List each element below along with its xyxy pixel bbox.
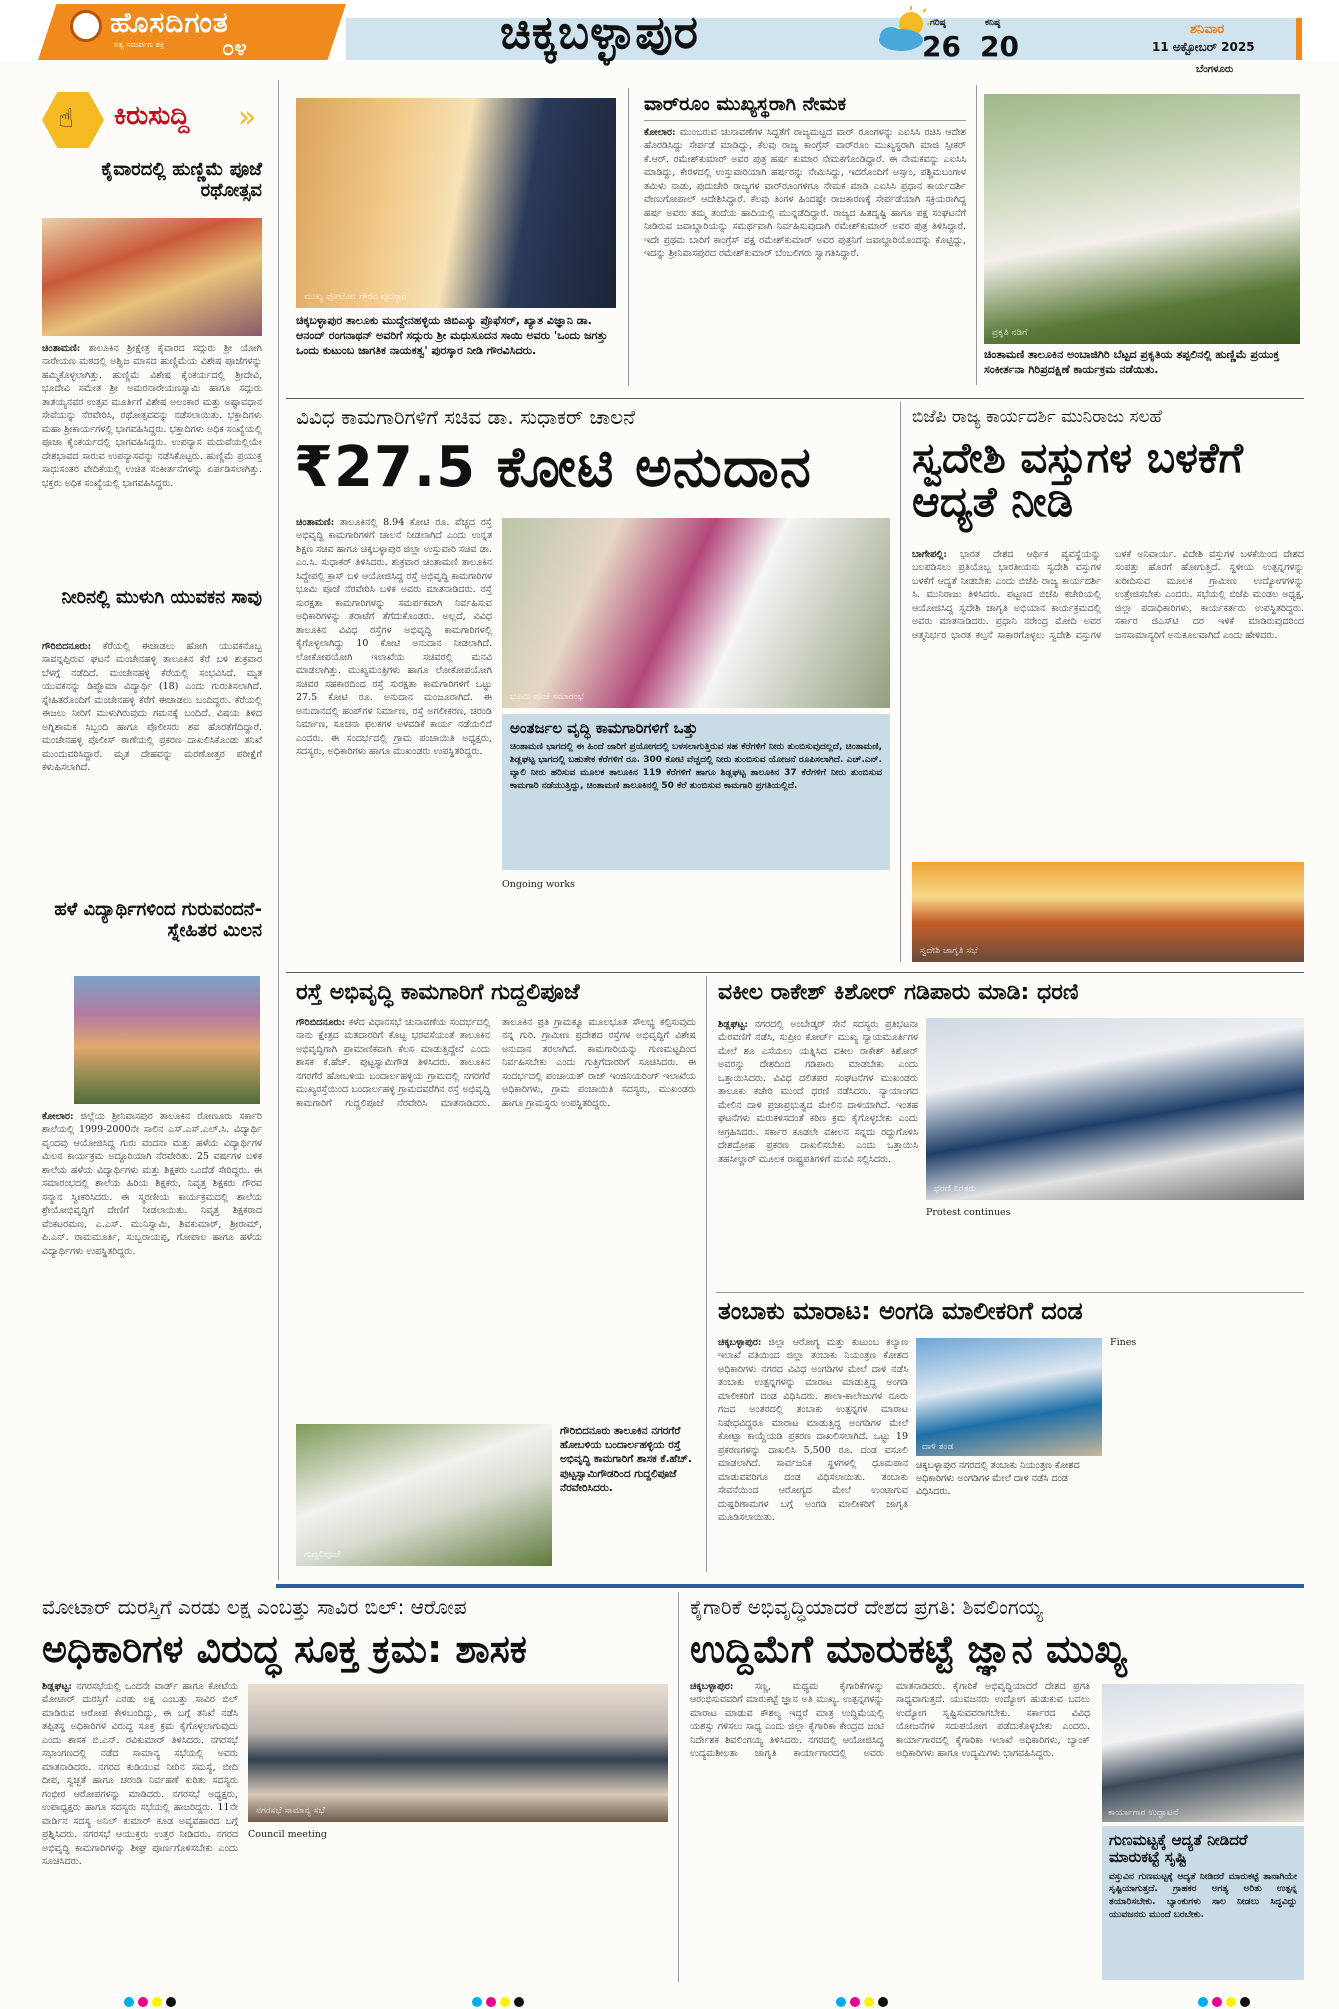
story3-headline: ಹಳೆ ವಿದ್ಯಾರ್ಥಿಗಳಿಂದ ಗುರುವಂದನೆ-ಸ್ನೇಹಿತರ ಮಿಲನ (54, 899, 262, 941)
warroom-dateline: ಕೋಲಾರ: (644, 127, 676, 138)
masthead-emblem-icon (70, 10, 102, 42)
story3-photo (74, 976, 260, 1104)
min-temp-label: ಕನಿಷ್ಠ (985, 18, 1001, 28)
tobacco-caption: ಚಿಕ್ಕಬಳ್ಳಾಪುರ ನಗರದಲ್ಲಿ ತಂಬಾಕು ನಿಯಂತ್ರಣ ಕೋಶದ ಅಧಿಕಾರಿಗಳು ಅಂಗಡಿಗಳ ಮೇಲೆ ದಾಳಿ ನಡೆಸಿ ದಂಡ ವಿಧಿಸಿದರು. (916, 1460, 1080, 1497)
page-number: ೦೪ (222, 36, 247, 61)
grant-body (296, 516, 492, 966)
officials-body-continued: Council meeting (248, 1829, 327, 1840)
market-sidebar-box (1102, 1826, 1304, 1980)
grant-headline: ₹27.5 ಕೋಟಿ ಅನುದಾನ (294, 435, 812, 500)
warroom-headline: ವಾರ್‌ರೂಂ ಮುಖ್ಯಸ್ಥರಾಗಿ ನೇಮಕ (644, 93, 847, 115)
grant-kicker: ವಿವಿಧ ಕಾಮಗಾರಿಗಳಿಗೆ ಸಚಿವ ಡಾ. ಸುಧಾಕರ್ ಚಾಲನೆ (296, 405, 636, 429)
tobacco-body (718, 1336, 908, 1572)
tobacco-headline: ತಂಬಾಕು ಮಾರಾಟ: ಅಂಗಡಿ ಮಾಲೀಕರಿಗೆ ದಂಡ (718, 1297, 1083, 1325)
tobacco-body-continued: Fines (1110, 1337, 1137, 1348)
rule-tobacco (716, 1292, 1304, 1293)
tobacco-dateline: ಚಿಕ್ಕಬಳ್ಳಾಪುರ: (718, 1337, 762, 1348)
road-photo-label: ಗುದ್ದಲಿಪೂಜೆ (304, 1550, 341, 1560)
story2-dateline: ಗೌರಿಬಿದನೂರು: (42, 641, 92, 652)
max-temp: 26 (922, 30, 961, 63)
award-caption: ಚಿಕ್ಕಬಳ್ಳಾಪುರ ತಾಲೂಕು ಮುದ್ದೇನಹಳ್ಳಿಯ ಜಿಬಿಎಸ್ಯು ಪ್ರೊಫೆಸರ್, ಖ್ಯಾತ ವಿಜ್ಞಾನಿ ಡಾ. ಆನಂದ್ ರಂಗನಾಥನ್ ಅವರಿಗೆ ಸದ್ಗುರು ಶ್ರೀ ಮಧುಸೂದನ ಸಾಯಿ ಅವರು 'ಒಂದು ಜಗತ್ತು ಒಂದು ಕುಟುಂಬ ಜಾಗತಿಕ ನಾಯಕತ್ವ' ಪುರಸ್ಕಾರ ನೀಡಿ ಗೌರವಿಸಿದರು. (296, 314, 608, 357)
road-photo (296, 1424, 552, 1566)
market-sidebar-body: ವಸ್ತುವಿನ ಗುಣಮಟ್ಟಕ್ಕೆ ಆದ್ಯತೆ ನೀಡಿದರೆ ಮಾರುಕಟ್ಟೆ ತಾನಾಗಿಯೇ ಸೃಷ್ಟಿಯಾಗುತ್ತದೆ. ಗ್ರಾಹಕರ ಅಗತ್ಯ ಅರಿತು ಉತ್ಪನ್ನ ತಯಾರಿಸಬೇಕು. ಬ್ಯಾಂಕುಗಳು ಸಾಲ ನೀಡಲು ಸಿದ್ಧವಿದ್ದು ಯುವಜನರು ಮುಂದೆ ಬರಬೇಕು. (1109, 1871, 1297, 1920)
masthead-bar (0, 0, 1339, 75)
warroom-rule (644, 120, 966, 121)
officials-dateline: ಶಿಡ್ಲಘಟ್ಟ: (42, 1681, 72, 1692)
max-temp-label: ಗರಿಷ್ಠ (930, 18, 946, 28)
day-label: ಶನಿವಾರ (1190, 22, 1225, 37)
registration-dots-1 (122, 1992, 178, 2009)
tobacco-photo (916, 1338, 1102, 1456)
hill-walk-photo-label: ಪ್ರಕೃತಿ ನಡಿಗೆ (992, 328, 1028, 338)
market-photo (1102, 1684, 1304, 1822)
city-label: ಬೆಂಗಳೂರು (1196, 64, 1234, 75)
grant-photo (502, 518, 890, 708)
award-photo (296, 98, 616, 308)
tobacco-photo-label: ದಾಳಿ ತಂಡ (922, 1442, 954, 1452)
officials-headline: ಅಧಿಕಾರಿಗಳ ವಿರುದ್ಧ ಸೂಕ್ತ ಕ್ರಮ: ಶಾಸಕ (42, 1627, 527, 1671)
column-rule-left (278, 80, 279, 1580)
lawyer-photo-label: ಧರಣಿ ನಿರತರು (934, 1184, 976, 1194)
road-headline: ರಸ್ತೆ ಅಭಿವೃದ್ಧಿ ಕಾಮಗಾರಿಗೆ ಗುದ್ದಲಿಪೂಜೆ (296, 980, 580, 1005)
hill-walk-photo (984, 94, 1300, 344)
lawyer-dateline: ಶಿಡ್ಲಘಟ್ಟ: (718, 1019, 748, 1030)
registration-dots-3 (834, 1992, 890, 2009)
market-sidebar-title: ಗುಣಮಟ್ಟಕ್ಕೆ ಆದ್ಯತೆ ನೀಡಿದರೆ ಮಾರುಕಟ್ಟೆ ಸೃಷ್ಟಿ (1109, 1831, 1248, 1867)
swadeshi-photo (912, 862, 1304, 962)
officials-text: ನಗರಸಭೆಯಲ್ಲಿ ಒಂದನೇ ವಾರ್ಡ್ ಹಾಗೂ ಕೋಟೆಯ ಮೋಟಾರ್ ದುರಸ್ತಿಗೆ ಎರಡು ಲಕ್ಷ ಎಂಬತ್ತು ಸಾವಿರ ಬಿಲ್ ಮಾಡಿರುವ ಆರೋಪ ಕೇಳಿಬಂದಿದ್ದು, ಈ ಬಗ್ಗೆ ತನಿಖೆ ನಡೆಸಿ ತಪ್ಪಿತಸ್ಥ ಅಧಿಕಾರಿಗಳ ವಿರುದ್ಧ ಸೂಕ್ತ ಕ್ರಮ ಕೈಗೊಳ್ಳಲಾಗುವುದು ಎಂದು ಶಾಸಕ ಬಿ.ಎನ್. ರವಿಕುಮಾರ್ ತಿಳಿಸಿದರು. ನಗರಸಭೆ ಸಭಾಂಗಣದಲ್ಲಿ ನಡೆದ ಸಾಮಾನ್ಯ ಸಭೆಯಲ್ಲಿ ಅವರು ಮಾತನಾಡಿದರು. ನಗರದ ಕುಡಿಯುವ ನೀರಿನ ಸಮಸ್ಯೆ, ಬೀದಿ ದೀಪ, ಸ್ವಚ್ಛತೆ ಹಾಗೂ ಚರಂಡಿ ನಿರ್ವಹಣೆ ಕುರಿತು ಸದಸ್ಯರು ಗಂಭೀರ ಆರೋಪಗಳನ್ನು ಮಾಡಿದರು. ನಗರಸಭೆ ಅಧ್ಯಕ್ಷರು, ಉಪಾಧ್ಯಕ್ಷರು ಹಾಗೂ ಸದಸ್ಯರು ಸಭೆಯಲ್ಲಿ ಹಾಜರಿದ್ದರು. 11ನೇ ವಾರ್ಡಿನ ಸದಸ್ಯ ಅನಿಲ್ ಕುಮಾರ್ ಕೂಡ ಅವ್ಯವಹಾರದ ಬಗ್ಗೆ ಪ್ರಶ್ನಿಸಿದರು. ನಗರಸಭೆ ಆಯುಕ್ತರು ಉತ್ತರ ನೀಡಿದರು. ನಗರದ ಅಭಿವೃದ್ಧಿ ಕಾಮಗಾರಿಗಳನ್ನು ಶೀಘ್ರ ಪೂರ್ಣಗೊಳಿಸಬೇಕು ಎಂದು ಸೂಚಿಸಿದರು. (42, 1681, 238, 1868)
story3-body (42, 1110, 262, 1580)
hand-point-icon: ☝ (58, 104, 74, 134)
story1-dateline: ಚಿಂತಾಮಣಿ: (42, 343, 81, 354)
road-caption: ಗೌರಿಬಿದನೂರು ತಾಲೂಕಿನ ನಗರಗೆರೆ ಹೋಬಳಿಯ ಬಂದಾರ್ಲಹಳ್ಳಿಯ ರಸ್ತೆ ಅಭಿವೃದ್ಧಿ ಕಾಮಗಾರಿಗೆ ಶಾಸಕ ಕೆ.ಹೆಚ್. ಪುಟ್ಟಸ್ವಾಮಿಗೌಡರಿಂದ ಗುದ್ದಲಿಪೂಜೆ ನೆರವೇರಿಸಿದರು. (560, 1425, 692, 1494)
rule-bottom-center (678, 1592, 679, 1982)
rule-center-1 (628, 88, 629, 386)
lawyer-body (718, 1018, 918, 1286)
rule-bottom-blue (276, 1584, 1304, 1588)
groundwater-box-body: ಚಿಂತಾಮಣಿ ಭಾಗದಲ್ಲಿ ಈ ಹಿಂದೆ ಜಾರಿಗೆ ಪ್ರಯೋಗದಲ್ಲಿ ಬಳಸಲಾಗುತ್ತಿರುವ ಸಹ ಕೆರೆಗಳಿಗೆ ನೀರು ತುಂಬಿಸುವುದಲ್ಲದೆ, ಚಿಂತಾಮಣಿ, ಶಿಡ್ಲಘಟ್ಟ ಭಾಗದಲ್ಲಿ ಬಹುತೇಕ ಕೆರೆಗಳಿಗೆ ರೂ. 300 ಕೋಟಿ ವೆಚ್ಚದಲ್ಲಿ ನೀರು ತುಂಬಿಸುವ ಯೋಜನೆ ರೂಪಿಸಲಾಗಿದೆ. ಎಚ್.ಎನ್. ವ್ಯಾಲಿ ನೀರು ಹರಿಸುವ ಮೂಲಕ ತಾಲೂಕಿನ 119 ಕೆರೆಗಳಿಗೆ ಹಾಗೂ ಶಿಡ್ಲಘಟ್ಟ ತಾಲೂಕಿನ 37 ಕೆರೆಗಳಿಗೆ ನೀರು ತುಂಬಿಸುವ ಕಾಮಗಾರಿ ನಡೆಯುತ್ತಿದ್ದು, ಚಿಂತಾಮಣಿ ತಾಲೂಕಿನಲ್ಲಿ 50 ಕೆರೆ ತುಂಬಿಸುವ ಕಾಮಗಾರಿ ಪ್ರಗತಿಯಲ್ಲಿದೆ. (510, 742, 882, 791)
rule-mid (286, 972, 1304, 973)
story1-text: ತಾಲೂಕಿನ ಶ್ರೀಕ್ಷೇತ್ರ ಕೈವಾರದ ಸದ್ಗುರು ಶ್ರೀ ಯೋಗಿ ನಾರೇಯಣ ಮಠದಲ್ಲಿ ಅಶ್ವಿಜ ಮಾಸದ ಹುಣ್ಣಿಮೆಯ ವಿಶೇಷ ಪೂಜೆಗಳನ್ನು ಹಮ್ಮಿಕೊಳ್ಳಲಾಗಿತ್ತು. ಹುಣ್ಣಿಮೆ ವಿಶೇಷ ಕೈಂಕರ್ಯದಲ್ಲಿ ಶ್ರೀದೇವಿ, ಭೂದೇವಿ ಸಮೇತ ಶ್ರೀ ಅಮರನಾರೇಯಣಸ್ವಾಮಿ ಹಾಗೂ ಸದ್ಗುರು ತಾತಯ್ಯನವರ ಉತ್ಸವ ಮೂರ್ತಿಗೆ ವಿಶೇಷ ಅಲಂಕಾರ ಮತ್ತು ಅಷ್ಟಾವಧಾನ ಸೇವೆಯನ್ನು ನೆರವೇರಿಸಿ, ರಥೋತ್ಸವವನ್ನು ನಡೆಸಲಾಯಿತು. ಭಕ್ತಾದಿಗಳು ಮಹಾ ಶ್ರೀಕಾರ್ಯಗಳಲ್ಲಿ ಭಾಗವಹಿಸಿದ್ದರು. ಭಕ್ತಾದಿಗಳು ಅಧಿಕ ಸಂಖ್ಯೆಯಲ್ಲಿ ಪೂಜಾ ಕೈಂಕರ್ಯದಲ್ಲಿ ಭಾಗವಹಿಸಿದ್ದರು. ಉಪನ್ಯಾಸ ಮದುವೆಯಲ್ಲಿಯೇ ದೇಶಭಾವದ ಸಾರುವ ಉಪನ್ಯಾಸವನ್ನು ನಡೆಸಿಕೊಟ್ಟರು. ಹುಣ್ಣಿಮೆ ಪ್ರಯುಕ್ತ ಸಾಧುಸಂತರ ವೇದಿಕೆಯಲ್ಲಿ ಉಚಿತ ಸಂಕೀರ್ತನೆಗಳನ್ನು ಏರ್ಪಡಿಸಲಾಗಿತ್ತು. ಭಕ್ತರು ಅಧಿಕ ಸಂಖ್ಯೆಯಲ್ಲಿ ಭಾಗವಹಿಸಿದ್ದರು. (42, 343, 262, 489)
market-body (690, 1680, 1090, 1980)
chevrons-icon: » (238, 100, 257, 135)
award-photo-label: ಮುಖ್ಯ ಫೋಟೋ: ಗೌರವ ಪುರಸ್ಕಾರ (304, 292, 407, 302)
grant-text: ತಾಲೂಕಿನಲ್ಲಿ 8.94 ಕೋಟಿ ರೂ. ವೆಚ್ಚದ ರಸ್ತೆ ಅಭಿವೃದ್ಧಿ ಕಾಮಗಾರಿಗಳಿಗೆ ಚಾಲನೆ ನೀಡಲಾಗಿದೆ ಎಂದು ಉನ್ನತ ಶಿಕ್ಷಣ ಸಚಿವ ಹಾಗೂ ಚಿಕ್ಕಬಳ್ಳಾಪುರ ಜಿಲ್ಲಾ ಉಸ್ತುವಾರಿ ಸಚಿವ ಡಾ. ಎಂ.ಸಿ. ಸುಧಾಕರ್ ತಿಳಿಸಿದರು. ಶುಕ್ರವಾರ ಚಿಂತಾಮಣಿ ತಾಲೂಕಿನ ಸಿದ್ದೇಪಲ್ಲಿ ಕ್ರಾಸ್ ಬಳಿ ಆಯೋಜಿಸಿದ್ದ ರಸ್ತೆ ಅಭಿವೃದ್ಧಿ ಕಾಮಗಾರಿಗಳ ಭೂಮಿ ಪೂಜೆ ನೆರವೇರಿಸಿ ಬಳಿಕ ಅವರು ಮಾತನಾಡಿದರು. ರಸ್ತೆ ಸುರಕ್ಷತಾ ಕಾಮಗಾರಿಗಳನ್ನು ಸಮರ್ಪಕವಾಗಿ ನಿರ್ವಹಿಸುವ ಅಧಿಕಾರಿಗಳನ್ನು ತರಾಟೆಗೆ ತೆಗೆದುಕೊಂಡರು. ಅಲ್ಲದೆ, ವಿವಿಧ ತಾಲೂಕಿನ ವಿವಿಧ ರಸ್ತೆಗಳ ಅಭಿವೃದ್ಧಿ ಕಾಮಗಾರಿಗಳಲ್ಲಿ ಕೈಗೊಳ್ಳಲಾಗಿದ್ದು 10 ಕೋಟಿ ಅನುದಾನ ನೀಡಲಾಗಿದೆ. ಲೋಕೋಪಯೋಗಿ ಇಲಾಖೆಯ ಸಚಿವರಲ್ಲಿ ಮನವಿ ಮಾಡಲಾಗಿತ್ತು. ಮುಖ್ಯಮಂತ್ರಿಗಳು ಹಾಗೂ ಲೋಕೋಪಯೋಗಿ ಸಚಿವರ ಸಹಕಾರದಿಂದ ರಸ್ತೆ ಸುರಕ್ಷತಾ ಕಾಮಗಾರಿಗಳಿಗೆ ಒಟ್ಟು 27.5 ಕೋಟಿ ರೂ. ಅನುದಾನ ಮಂಜೂರಾಗಿದೆ. ಈ ಅನುದಾನದಲ್ಲಿ ಹಂಪ್‌ಗಳ ನಿರ್ಮಾಣ, ರಸ್ತೆ ಅಗಲೀಕರಣ, ಚರಂಡಿ ನಿರ್ಮಾಣ, ಸೂಚನಾ ಫಲಕಗಳ ಅಳವಡಿಕೆ ಕಾರ್ಯ ನಡೆಯಲಿದೆ ಎಂದರು. ಈ ಸಂದರ್ಭದಲ್ಲಿ ಗ್ರಾಮ ಪಂಚಾಯಿತಿ ಅಧ್ಯಕ್ಷರು, ಸದಸ್ಯರು, ಅಧಿಕಾರಿಗಳು ಹಾಗೂ ಮುಖಂಡರು ಉಪಸ್ಥಿತರಿದ್ದರು. (296, 517, 492, 758)
story1-headline: ಕೈವಾರದಲ್ಲಿ ಹುಣ್ಣಿಮೆ ಪೂಜೆ ರಥೋತ್ಸವ (101, 159, 262, 201)
market-photo-label: ಕಾರ್ಯಾಗಾರ ಉದ್ಘಾಟನೆ (1108, 1808, 1179, 1818)
groundwater-box-title: ಅಂತರ್ಜಲ ವೃದ್ಧಿ ಕಾಮಗಾರಿಗಳಿಗೆ ಒತ್ತು (510, 719, 698, 737)
rule-grant-top (286, 398, 1304, 399)
story3-text: ಜಿಲ್ಲೆಯ ಶ್ರೀನಿವಾಸಪುರ ತಾಲೂಕಿನ ರೋಣೂರು ಸರ್ಕಾರಿ ಶಾಲೆಯಲ್ಲಿ 1999-2000ನೇ ಸಾಲಿನ ಎಸ್.ಎಸ್.ಎಲ್.ಸಿ. ವಿದ್ಯಾರ್ಥಿ ವೃಂದವು ಆಯೋಜಿಸಿದ್ದ ಗುರು ವಂದನಾ ಮತ್ತು ಹಳೆಯ ವಿದ್ಯಾರ್ಥಿಗಳ ಮಿಲನ ಕಾರ್ಯಕ್ರಮ ಅದ್ದೂರಿಯಾಗಿ ನೆರವೇರಿತು. 25 ವರ್ಷಗಳ ಬಳಿಕ ಶಾಲೆಯ ಹಳೆಯ ವಿದ್ಯಾರ್ಥಿಗಳು ಮತ್ತು ಶಿಕ್ಷಕರು ಒಂದೆಡೆ ಸೇರಿದ್ದರು. ಈ ಸಮಾರಂಭದಲ್ಲಿ ಶಾಲೆಯ ಹಿರಿಯ ಶಿಕ್ಷಕರು, ನಿವೃತ್ತ ಶಿಕ್ಷಕರು ಗೌರವ ಸನ್ಮಾನ ಸ್ವೀಕರಿಸಿದರು. ಈ ಸ್ಮರಣೀಯ ಕಾರ್ಯಕ್ರಮದಲ್ಲಿ ಶಾಲೆಯ ಶ್ರೇಯೋಭಿವೃದ್ಧಿಗೆ ದೇಣಿಗೆ ನೀಡಲಾಯಿತು. ನಿವೃತ್ತ ಶಿಕ್ಷಕರಾದ ವೆಂಕಟರಮಣ, ಎ.ಎಸ್. ಮುನಿಸ್ವಾಮಿ, ಶಿವಕುಮಾರ್, ಶ್ರೀರಾಮ್, ಪಿ.ಎನ್. ರಾಮಮೂರ್ತಿ, ಸುಬ್ಬರಾಯಪ್ಪ, ಗೋಪಾಲ ಹಾಗೂ ಹಳೆಯ ವಿದ್ಯಾರ್ಥಿಗಳು ಉಪಸ್ಥಿತರಿದ್ದರು. (42, 1111, 262, 1257)
officials-photo (248, 1684, 668, 1822)
swadeshi-photo-label: ಸ್ವದೇಶಿ ಜಾಗೃತಿ ಸಭೆ (920, 946, 978, 956)
groundwater-box (502, 714, 890, 870)
grant-body-continued: Ongoing works (502, 879, 575, 890)
registration-dots-2 (470, 1992, 526, 2009)
column-rule-right-top (976, 85, 977, 385)
rule-center-2 (900, 402, 901, 962)
warroom-text: ಮುಂಬರುವ ಚುನಾವಣೆಗಳ ಸಿದ್ಧತೆಗೆ ರಾಜ್ಯಮಟ್ಟದ ವಾರ್ ರೂಂಗಳನ್ನು ಎಐಸಿಸಿ ರಚಿಸಿ ಆದೇಶ ಹೊರಡಿಸಿದ್ದು ಸೇರ್ಪಡೆ ಮಾಡಿದ್ದು, ಕೆಲವು ರಾಜ್ಯ ಕಾಂಗ್ರೆಸ್ ವಾರ್‌ರೂಂ ಮುಖ್ಯಸ್ಥರಾಗಿ ಮಾಜಿ ಸ್ಪೀಕರ್ ಕೆ.ಆರ್. ರಮೇಶ್‌ಕುಮಾರ್ ಅವರ ಪುತ್ರ ಹರ್ಷ ಕುಮಾರ ನೇಮಕಗೊಂಡಿದ್ದಾರೆ. ಈ ನೇಮಕವನ್ನು ಎಐಸಿಸಿ ಮಾಡಿದ್ದು, ಕೇರಳದಲ್ಲಿ ಉಸ್ತುವಾರಿಯಾಗಿ ಹರ್ಷರನ್ನು ನೇಮಿಸಿದ್ದು, ಇದರೊಂದಿಗೆ ಅಸ್ಸಾಂ, ಪಶ್ಚಿಮಬಂಗಾಳ ತಮಿಳು ನಾಡು, ಪುದುಚೇರಿ ರಾಜ್ಯಗಳ ವಾರ್‌ರೂಂಗಳಿಗೂ ನೇಮಕ ಮಾಡಿ ಎಐಸಿಸಿ ಪ್ರಧಾನ ಕಾರ್ಯದರ್ಶಿ ವೇಣುಗೋಪಾಲ್ ಆದೇಶಿಸಿದ್ದಾರೆ. ಕೆಲವು ತಿಂಗಳ ಹಿಂದಷ್ಟೇ ರಾಜಕಾರಣಕ್ಕೆ ಸೇರ್ಪಡೆಯಾಗಿ ಸಕ್ರಿಯರಾಗಿದ್ದ ಹರ್ಷ ಅವರು ತಮ್ಮ ತಂದೆಯ ಹಾದಿಯಲ್ಲಿ ಮುನ್ನಡೆದಿದ್ದಾರೆ. ರಾಜ್ಯದ ಹಿತದೃಷ್ಟಿ ಹಾಗೂ ಪಕ್ಷ ಸಂಘಟನೆಗೆ ನೀಡಿರುವ ಜವಾಬ್ದಾರಿಯನ್ನು ಸಮರ್ಥವಾಗಿ ನಿರ್ವಹಿಸುವುದಾಗಿ ರಮೇಶ್‌ಕುಮಾರ್ ಅವರ ಪುತ್ರ ತಿಳಿಸಿದ್ದಾರೆ. ಇದೇ ಪ್ರಥಮ ಬಾರಿಗೆ ಕಾಂಗ್ರೆಸ್ ಪಕ್ಷ ರಮೇಶ್‌ಕುಮಾರ್ ಅವರ ಪುತ್ರನಿಗೆ ಜವಾಬ್ದಾರಿಯೊಂದನ್ನು ಕೊಟ್ಟಿದ್ದು, ಇದನ್ನು ಶ್ರೀನಿವಾಸಪುರದ ರಮೇಶ್‌ಕುಮಾರ್ ಬೆಂಬಲಿಗರು ಸ್ವಾಗತಿಸಿದ್ದಾರೆ. (644, 127, 966, 260)
rule-center-3 (706, 976, 707, 1572)
story2-text: ಕೆರೆಯಲ್ಲಿ ಈಜಾಡಲು ಹೋಗಿ ಯುವಕನೊಬ್ಬ ಸಾವನ್ನಪ್ಪಿರುವ ಘಟನೆ ಮಂಚೇನಹಳ್ಳಿ ತಾಲೂಕಿನ ಕೆರೆ ಬಳಿ ಶುಕ್ರವಾರ ಬೆಳಗ್ಗೆ ನಡೆದಿದೆ. ಮಂಚೇನಹಳ್ಳಿ ಕೆರೆಯಲ್ಲಿ ಸಂಭವಿಸಿದೆ. ಮೃತ ಯುವಕನನ್ನು ಡಿಪ್ಲೊಮಾ ವಿದ್ಯಾರ್ಥಿ (18) ಎಂದು ಗುರುತಿಸಲಾಗಿದೆ. ಸ್ನೇಹಿತರೊಂದಿಗೆ ಮಂಚೇನಹಳ್ಳಿ ಕೆರೆಗೆ ಈಜಾಡಲು ಬಂದಿದ್ದರು. ಕೆರೆಯಲ್ಲಿ ಈಜಲು ನೀರಿಗೆ ಮುಳುಗಿರುವುದು ಗಮನಕ್ಕೆ ಬಂದಿದೆ. ವಿಷಯ ತಿಳಿದ ಅಗ್ನಿಶಾಮಕ ಸಿಬ್ಬಂದಿ ಹಾಗೂ ಪೊಲೀಸರು ಶವ ಹೊರತೆಗೆದಿದ್ದಾರೆ. ಮಂಚೇನಹಳ್ಳಿ ಪೊಲೀಸ್ ಠಾಣೆಯಲ್ಲಿ ಪ್ರಕರಣ ದಾಖಲಿಸಿಕೊಂಡು ತನಿಖೆ ಮುಂದುವರಿಸಿದ್ದಾರೆ. ಮೃತ ದೇಹವನ್ನು ಮರಣೋತ್ತರ ಪರೀಕ್ಷೆಗೆ ಕಳುಹಿಸಲಾಗಿದೆ. (42, 641, 262, 774)
road-body (296, 1016, 696, 1420)
story2-body (42, 640, 262, 890)
edition-title: ಚಿಕ್ಕಬಳ್ಳಾಪುರ (500, 5, 700, 59)
lawyer-photo (926, 1018, 1304, 1200)
hill-walk-caption: ಚಿಂತಾಮಣಿ ತಾಲೂಕಿನ ಅಂಬಾಜಿಗಿರಿ ಬೆಟ್ಟದ ಪ್ರಕೃತಿಯ ತಪ್ಪಲಿನಲ್ಲಿ ಹುಣ್ಣಿಮೆ ಪ್ರಯುಕ್ತ ಸಂಕೀರ್ತನಾ ಗಿರಿಪ್ರದಕ್ಷಿಣೆ ಕಾರ್ಯಕ್ರಮ ನಡೆಯಿತು. (984, 348, 1280, 376)
story3-dateline: ಕೋಲಾರ: (42, 1111, 74, 1122)
lawyer-text: ನಗರದಲ್ಲಿ ಅಂಬೇಡ್ಕರ್ ಸೇನೆ ಸದಸ್ಯರು ಪ್ರತಿಭಟನಾ ಮೆರವಣಿಗೆ ನಡೆಸಿ, ಸುಪ್ರೀಂ ಕೋರ್ಟ್ ಮುಖ್ಯ ನ್ಯಾಯಮೂರ್ತಿಗಳ ಮೇಲೆ ಶೂ ಎಸೆಯಲು ಯತ್ನಿಸಿದ ವಕೀಲ ರಾಕೇಶ್ ಕಿಶೋರ್ ಅವರನ್ನು ದೇಶದಿಂದ ಗಡಿಪಾರು ಮಾಡಬೇಕು ಎಂದು ಒತ್ತಾಯಿಸಿದರು. ವಿವಿಧ ದಲಿತಪರ ಸಂಘಟನೆಗಳ ಮುಖಂಡರು ತಾಲೂಕು ಕಚೇರಿ ಮುಂದೆ ಧರಣಿ ನಡೆಸಿದರು. ನ್ಯಾಯಾಂಗದ ಮೇಲಿನ ದಾಳಿ ಪ್ರಜಾಪ್ರಭುತ್ವದ ಮೇಲಿನ ದಾಳಿಯಾಗಿದೆ. ಇಂತಹ ಘಟನೆಗಳು ಮರುಕಳಿಸದಂತೆ ಕಠಿಣ ಕ್ರಮ ಕೈಗೊಳ್ಳಬೇಕು ಎಂದು ಆಗ್ರಹಿಸಿದರು. ಸರ್ಕಾರ ಕೂಡಲೇ ವಕೀಲನ ಸನ್ನದು ರದ್ದುಗೊಳಿಸಿ ದೇಶದ್ರೋಹ ಪ್ರಕರಣ ದಾಖಲಿಸಬೇಕು ಎಂದು ಒತ್ತಾಯಿಸಿ ತಹಸೀಲ್ದಾರ್ ಮೂಲಕ ರಾಷ್ಟ್ರಪತಿಗಳಿಗೆ ಮನವಿ ಸಲ್ಲಿಸಿದರು. (718, 1019, 918, 1165)
tobacco-text: ಜಿಲ್ಲಾ ಆರೋಗ್ಯ ಮತ್ತು ಕುಟುಂಬ ಕಲ್ಯಾಣ ಇಲಾಖೆ ವತಿಯಿಂದ ಜಿಲ್ಲಾ ತಂಬಾಕು ನಿಯಂತ್ರಣ ಕೋಶದ ಅಧಿಕಾರಿಗಳು ನಗರದ ವಿವಿಧ ಅಂಗಡಿಗಳ ಮೇಲೆ ದಾಳಿ ನಡೆಸಿ ತಂಬಾಕು ಉತ್ಪನ್ನಗಳನ್ನು ಮಾರಾಟ ಮಾಡುತ್ತಿದ್ದ ಅಂಗಡಿ ಮಾಲೀಕರಿಗೆ ದಂಡ ವಿಧಿಸಿದರು. ಶಾಲಾ-ಕಾಲೇಜುಗಳ ನೂರು ಗಜದ ಅಂತರದಲ್ಲಿ ತಂಬಾಕು ಉತ್ಪನ್ನಗಳ ಮಾರಾಟ ನಿಷೇಧವಿದ್ದರೂ ಮಾರಾಟ ಮಾಡುತ್ತಿದ್ದ ಅಂಗಡಿಗಳ ಮೇಲೆ ಕೋಟ್ಪಾ ಕಾಯ್ದೆಯಡಿ ಪ್ರಕರಣ ದಾಖಲಿಸಲಾಗಿದೆ. ಒಟ್ಟು 19 ಪ್ರಕರಣಗಳನ್ನು ದಾಖಲಿಸಿ 5,500 ರೂ. ದಂಡ ವಸೂಲಿ ಮಾಡಲಾಗಿದೆ. ಸಾರ್ವಜನಿಕ ಸ್ಥಳಗಳಲ್ಲಿ ಧೂಮಪಾನ ಮಾಡುವವರಿಗೂ ದಂಡ ವಿಧಿಸಲಾಯಿತು. ತಂಬಾಕು ಸೇವನೆಯಿಂದ ಆರೋಗ್ಯದ ಮೇಲೆ ಉಂಟಾಗುವ ದುಷ್ಪರಿಣಾಮಗಳ ಬಗ್ಗೆ ಅಂಗಡಿ ಮಾಲೀಕರಿಗೆ ಜಾಗೃತಿ ಮೂಡಿಸಲಾಯಿತು. (718, 1337, 908, 1524)
swadeshi-dateline: ಬಾಗೇಪಲ್ಲಿ: (912, 549, 947, 560)
lawyer-body-continued: Protest continues (926, 1207, 1011, 1218)
market-dateline: ಚಿಕ್ಕಬಳ್ಳಾಪುರ: (690, 1681, 734, 1692)
masthead-tagline: ಸತ್ಯ ಸಮರ್ಪಣ ಶಕ್ತಿ (114, 40, 165, 49)
registration-dots-4 (1196, 1992, 1252, 2009)
market-kicker: ಕೈಗಾರಿಕೆ ಅಭಿವೃದ್ಧಿಯಾದರೆ ದೇಶದ ಪ್ರಗತಿ: ಶಿವಲಿಂಗಯ್ಯ (690, 1595, 1043, 1619)
officials-photo-label: ನಗರಸಭೆ ಸಾಮಾನ್ಯ ಸಭೆ (256, 1806, 325, 1816)
masthead-title: ಹೊಸದಿಗಂತ (110, 6, 229, 39)
kirusuddi-label: ಕಿರುಸುದ್ದಿ (114, 101, 190, 131)
story1-body (42, 342, 262, 567)
date-label: 11 ಅಕ್ಟೋಬರ್ 2025 (1152, 40, 1255, 54)
grant-photo-label: ಭೂಮಿ ಪೂಜೆ ಸಮಾರಂಭ (510, 692, 584, 702)
road-text: ಕಳೆದ ವಿಧಾನಸಭೆ ಚುನಾವಣೆಯ ಸಂದರ್ಭದಲ್ಲಿ ನಾನು ಕ್ಷೇತ್ರದ ಮತದಾರರಿಗೆ ಕೊಟ್ಟ ಭರವಸೆಯಂತೆ ತಾಲೂಕಿನ ಅಭಿವೃದ್ಧಿಗಾಗಿ ಪ್ರಾಮಾಣಿಕವಾಗಿ ಕೆಲಸ ಮಾಡುತ್ತಿದ್ದೇನೆ ಎಂದು ಶಾಸಕ ಕೆ.ಹೆಚ್. ಪುಟ್ಟಸ್ವಾಮಿಗೌಡ ತಿಳಿಸಿದರು. ತಾಲೂಕಿನ ನಗರಗೆರೆ ಹೋಬಳಿಯ ಬಂದಾರ್ಲಹಳ್ಳಿಯ ಗ್ರಾಮದಲ್ಲಿ ನಗರಗೆರೆ ಮುಖ್ಯರಸ್ತೆಯಿಂದ ಬಂದಾರ್ಲಹಳ್ಳಿ ಗ್ರಾಮದವರೆಗಿನ ರಸ್ತೆ ಅಭಿವೃದ್ಧಿ ಕಾಮಗಾರಿಗೆ ಗುದ್ದಲಿಪೂಜೆ ನೆರವೇರಿಸಿ ಮಾತನಾಡಿದರು. ತಾಲೂಕಿನ ಪ್ರತಿ ಗ್ರಾಮಕ್ಕೂ ಮೂಲಭೂತ ಸೌಲಭ್ಯ ಕಲ್ಪಿಸುವುದು ನನ್ನ ಗುರಿ. ಗ್ರಾಮೀಣ ಪ್ರದೇಶದ ರಸ್ತೆಗಳ ಅಭಿವೃದ್ಧಿಗೆ ವಿಶೇಷ ಅನುದಾನ ತರಲಾಗಿದೆ. ಕಾಮಗಾರಿಯನ್ನು ಗುಣಮಟ್ಟದಿಂದ ನಿರ್ವಹಿಸಬೇಕು ಎಂದು ಗುತ್ತಿಗೆದಾರರಿಗೆ ಸೂಚಿಸಿದರು. ಈ ಸಂದರ್ಭದಲ್ಲಿ ಪಂಚಾಯತ್ ರಾಜ್ ಇಂಜಿನಿಯರಿಂಗ್ ಇಲಾಖೆಯ ಅಧಿಕಾರಿಗಳು, ಗ್ರಾಮ ಪಂಚಾಯಿತಿ ಸದಸ್ಯರು, ಮುಖಂಡರು ಹಾಗೂ ಗ್ರಾಮಸ್ಥರು ಉಪಸ್ಥಿತರಿದ್ದರು. (296, 1017, 696, 1109)
story1-photo (42, 218, 262, 336)
officials-body (42, 1680, 238, 1980)
grant-dateline: ಚಿಂತಾಮಣಿ: (296, 517, 335, 528)
swadeshi-kicker: ಬಿಜೆಪಿ ರಾಜ್ಯ ಕಾರ್ಯದರ್ಶಿ ಮುನಿರಾಜು ಸಲಹೆ (912, 407, 1162, 427)
swadeshi-headline: ಸ್ವದೇಶಿ ವಸ್ತುಗಳ ಬಳಕೆಗೆ ಆದ್ಯತೆ ನೀಡಿ (912, 433, 1243, 527)
officials-kicker: ಮೋಟಾರ್ ದುರಸ್ತಿಗೆ ಎರಡು ಲಕ್ಷ ಎಂಬತ್ತು ಸಾವಿರ ಬಿಲ್: ಆರೋಪ (42, 1595, 467, 1619)
swadeshi-body (912, 548, 1304, 858)
swadeshi-text: ಭಾರತ ದೇಶದ ಆರ್ಥಿಕ ವ್ಯವಸ್ಥೆಯನ್ನು ಬಲಪಡಿಸಲು ಪ್ರತಿಯೊಬ್ಬ ಭಾರತೀಯನು ಸ್ವದೇಶಿ ವಸ್ತುಗಳ ಬಳಕೆಗೆ ಆದ್ಯತೆ ನೀಡಬೇಕು ಎಂದು ಬಿಜೆಪಿ ರಾಜ್ಯ ಕಾರ್ಯದರ್ಶಿ ಸಿ. ಮುನಿರಾಜು ತಿಳಿಸಿದರು. ಪಟ್ಟಣದ ಬಿಜೆಪಿ ಕಚೇರಿಯಲ್ಲಿ ಆಯೋಜಿಸಿದ್ದ ಸ್ವದೇಶಿ ಜಾಗೃತಿ ಅಭಿಯಾನ ಕಾರ್ಯಕ್ರಮದಲ್ಲಿ ಅವರು ಮಾತನಾಡಿದರು. ಪ್ರಧಾನಿ ನರೇಂದ್ರ ಮೋದಿ ಅವರ ಆತ್ಮನಿರ್ಭರ ಭಾರತ ಕಲ್ಪನೆ ಸಾಕಾರಗೊಳ್ಳಲು ಸ್ವದೇಶಿ ವಸ್ತುಗಳ ಬಳಕೆ ಅನಿವಾರ್ಯ. ವಿದೇಶಿ ವಸ್ತುಗಳ ಬಳಕೆಯಿಂದ ದೇಶದ ಸಂಪತ್ತು ಹೊರಗೆ ಹೋಗುತ್ತಿದೆ. ಸ್ಥಳೀಯ ಉತ್ಪನ್ನಗಳನ್ನು ಖರೀದಿಸುವ ಮೂಲಕ ಗ್ರಾಮೀಣ ಉದ್ಯೋಗಗಳನ್ನು ಉತ್ತೇಜಿಸಬೇಕು ಎಂದರು. ಸಭೆಯಲ್ಲಿ ಬಿಜೆಪಿ ಮಂಡಲ ಅಧ್ಯಕ್ಷ, ಜಿಲ್ಲಾ ಪದಾಧಿಕಾರಿಗಳು, ಕಾರ್ಯಕರ್ತರು ಉಪಸ್ಥಿತರಿದ್ದರು. ಸರ್ಕಾರ ಜಿಎಸ್‌ಟಿ ದರ ಇಳಿಕೆ ಮಾಡಿರುವುದರಿಂದ ಜನಸಾಮಾನ್ಯರಿಗೆ ಅನುಕೂಲವಾಗಿದೆ ಎಂದು ಹೇಳಿದರು. (912, 549, 1304, 641)
story2-headline: ನೀರಿನಲ್ಲಿ ಮುಳುಗಿ ಯುವಕನ ಸಾವು (61, 587, 262, 608)
header-orange-tick (1296, 18, 1302, 60)
lawyer-headline: ವಕೀಲ ರಾಕೇಶ್ ಕಿಶೋರ್ ಗಡಿಪಾರು ಮಾಡಿ: ಧರಣಿ (718, 980, 1079, 1005)
min-temp: 20 (980, 30, 1019, 63)
market-text: ಸಣ್ಣ, ಮಧ್ಯಮ ಕೈಗಾರಿಕೆಗಳನ್ನು ಆರಂಭಿಸುವವರಿಗೆ ಮಾರುಕಟ್ಟೆ ಜ್ಞಾನ ಅತಿ ಮುಖ್ಯ. ಉತ್ಪನ್ನಗಳನ್ನು ಮಾರಾಟ ಮಾಡುವ ಕೌಶಲ್ಯ ಇದ್ದರೆ ಮಾತ್ರ ಉದ್ದಿಮೆಯಲ್ಲಿ ಯಶಸ್ಸು ಗಳಿಸಲು ಸಾಧ್ಯ ಎಂದು ಜಿಲ್ಲಾ ಕೈಗಾರಿಕಾ ಕೇಂದ್ರದ ಜಂಟಿ ನಿರ್ದೇಶಕ ಶಿವಲಿಂಗಯ್ಯ ತಿಳಿಸಿದರು. ನಗರದಲ್ಲಿ ಆಯೋಜಿಸಿದ್ದ ಉದ್ಯಮಶೀಲತಾ ಜಾಗೃತಿ ಕಾರ್ಯಾಗಾರದಲ್ಲಿ ಅವರು ಮಾತನಾಡಿದರು. ಕೈಗಾರಿಕೆ ಅಭಿವೃದ್ಧಿಯಾದರೆ ದೇಶದ ಪ್ರಗತಿ ಸಾಧ್ಯವಾಗುತ್ತದೆ. ಯುವಜನರು ಉದ್ಯೋಗ ಹುಡುಕುವ ಬದಲು ಉದ್ಯೋಗ ಸೃಷ್ಟಿಸುವವರಾಗಬೇಕು. ಸರ್ಕಾರದ ವಿವಿಧ ಯೋಜನೆಗಳ ಸದುಪಯೋಗ ಪಡೆದುಕೊಳ್ಳಬೇಕು ಎಂದರು. ಕಾರ್ಯಾಗಾರದಲ್ಲಿ ಕೈಗಾರಿಕಾ ಇಲಾಖೆ ಅಧಿಕಾರಿಗಳು, ಬ್ಯಾಂಕ್ ಅಧಿಕಾರಿಗಳು ಹಾಗೂ ಉದ್ಯಮಿಗಳು ಭಾಗವಹಿಸಿದ್ದರು. (690, 1681, 1090, 1760)
kirusuddi-logo (42, 92, 262, 150)
warroom-body (644, 126, 966, 388)
road-dateline: ಗೌರಿಬಿದನೂರು: (296, 1017, 346, 1028)
market-headline: ಉದ್ದಿಮೆಗೆ ಮಾರುಕಟ್ಟೆ ಜ್ಞಾನ ಮುಖ್ಯ (690, 1627, 1128, 1671)
